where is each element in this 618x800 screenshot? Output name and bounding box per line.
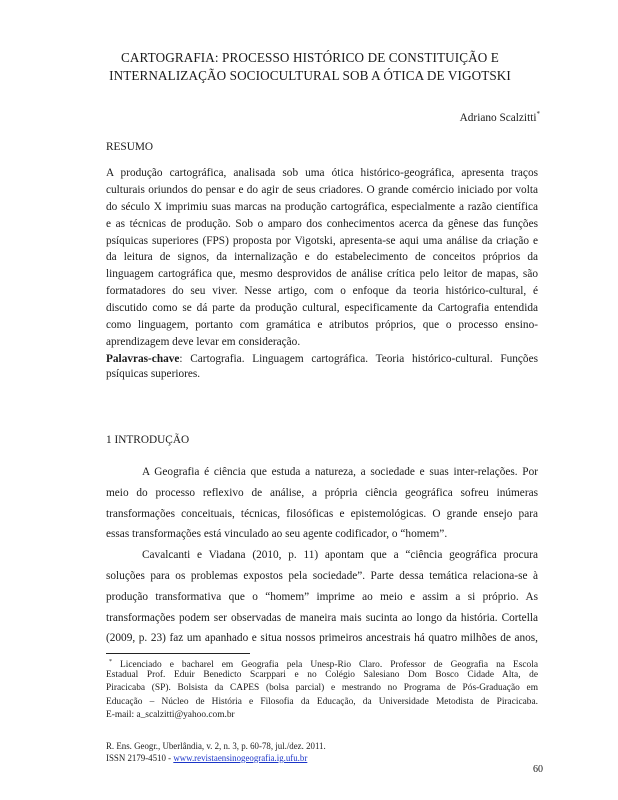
intro-body <box>106 462 538 649</box>
author-byline <box>460 110 540 124</box>
abstract-line: psíquicas superiores (FPS) proposta por Vigotski, apresenta-se aqui uma análise da criação e <box>106 234 538 247</box>
footnote-line: Educação – Núcleo de História e Filosofia da Educação, da Universidade Metodista de Piracicaba. <box>106 696 538 707</box>
article-title <box>60 49 560 85</box>
footnote-mark: * <box>109 659 112 665</box>
abstract-line: aprendizagem deve levar em consideração. <box>106 335 301 348</box>
resumo-heading: RESUMO <box>106 141 154 153</box>
keywords-line <box>106 352 538 367</box>
body-line: transformações conceituais, técnicas, filosóficas e epistemológicas. O grande ensejo para <box>106 507 538 520</box>
footnote-divider <box>106 653 250 654</box>
footnote-line <box>106 656 538 669</box>
journal-issn-line <box>106 753 326 765</box>
abstract-line: da leitura de signos, da internalização e do estabelecimento de conceitos próprios da <box>106 251 538 264</box>
abstract-line: culturais oriundos do pensar e do agir de seus criadores. O grande comércio iniciado por volta <box>106 183 538 196</box>
title-line-1: CARTOGRAFIA: PROCESSO HISTÓRICO DE CONSTITUIÇÃO E <box>121 50 499 65</box>
author-name: Adriano Scalzitti <box>459 111 537 124</box>
journal-info <box>106 741 326 765</box>
intro-heading: 1 INTRODUÇÃO <box>106 434 190 446</box>
abstract-line: discutido como se dá parte da produção cultural, especificamente da Cartografia entendida <box>106 302 538 315</box>
body-line: soluções para os problemas expostos pela sociedade”. Parte dessa temática relaciona-se à <box>106 569 538 582</box>
keywords-block <box>106 352 538 383</box>
footnote-line: Piracicaba (SP). Bolsista da CAPES (bolsa parcial) e mestrando no Programa de Pós-Graduação em <box>106 683 538 694</box>
keywords-label: Palavras-chave <box>106 353 180 365</box>
body-line: (2009, p. 23) faz um apanhado e situa nossos primeiros ancestrais há quatro milhões de anos, <box>106 632 538 645</box>
author-footnote-mark[interactable]: * <box>536 110 540 118</box>
body-line: meio do processo reflexivo de análise, a própria ciência geográfica sofreu inúmeras <box>106 486 538 499</box>
body-line: Cavalcanti e Viadana (2010, p. 11) apontam que a “ciência geográfica procura <box>142 549 538 562</box>
body-line: produção transformativa que o “homem” imprime ao meio e assim a si próprio. As <box>106 590 538 603</box>
keywords-text: : Cartografia. Linguagem cartográfica. Teoria histórico-cultural. Funções <box>179 353 538 365</box>
journal-issn: ISSN 2179-4510 - <box>106 752 174 763</box>
body-line: A Geografia é ciência que estuda a natureza, a sociedade e suas inter-relações. Por <box>142 466 538 478</box>
journal-url-link[interactable]: www.revistaensinogeografia.ig.ufu.br <box>173 752 308 763</box>
page-number: 60 <box>533 764 543 775</box>
body-line: essas transformações está vinculado ao seu agente codificador, o “homem”. <box>106 528 448 541</box>
abstract-line: e as técnicas de produção. Sob o amparo dos conhecimentos acerca da gênese das funções <box>106 217 538 230</box>
abstract-line: formatadores do seu viver. Nesse artigo, com o enfoque da teoria histórico-cultural, é <box>106 285 538 298</box>
journal-citation: R. Ens. Geogr., Uberlândia, v. 2, n. 3, p. 60-78, jul./dez. 2011. <box>106 741 326 751</box>
abstract-line: linguagem cartográfica que, mesmo desprovidos de análise crítica pelo leitor de mapas, são <box>106 268 538 281</box>
footnote-line: Estadual Prof. Eduir Benedicto Scarppari e no Colégio Salesiano Dom Bosco Cidade Alta, de <box>106 670 538 681</box>
footnote-text: Licenciado e bacharel em Geografia pela Unesp-Rio Claro. Professor de Geografia na Escola <box>112 660 538 671</box>
author-footnote <box>106 656 538 722</box>
title-line-2: INTERNALIZAÇÃO SOCIOCULTURAL SOB A ÓTICA DE VIGOTSKI <box>109 68 511 83</box>
abstract-line: como linguagem, portanto com gramática e atributos próprios, que o processo ensino- <box>106 319 538 332</box>
abstract-line: A produção cartográfica, analisada sob uma ótica histórico-geográfica, apresenta traços <box>106 167 538 179</box>
footnote-email-line: E-mail: a_scalzitti@yahoo.com.br <box>106 709 235 720</box>
keywords-line: psíquicas superiores. <box>106 368 201 381</box>
body-line: transformações podem ser observadas de maneira mais sucinta ao longo da história. Cortella <box>106 611 538 624</box>
abstract-paragraph <box>106 165 538 351</box>
abstract-line: do século X imprimiu suas marcas na produção cartográfica, especialmente a razão científica <box>106 200 538 213</box>
